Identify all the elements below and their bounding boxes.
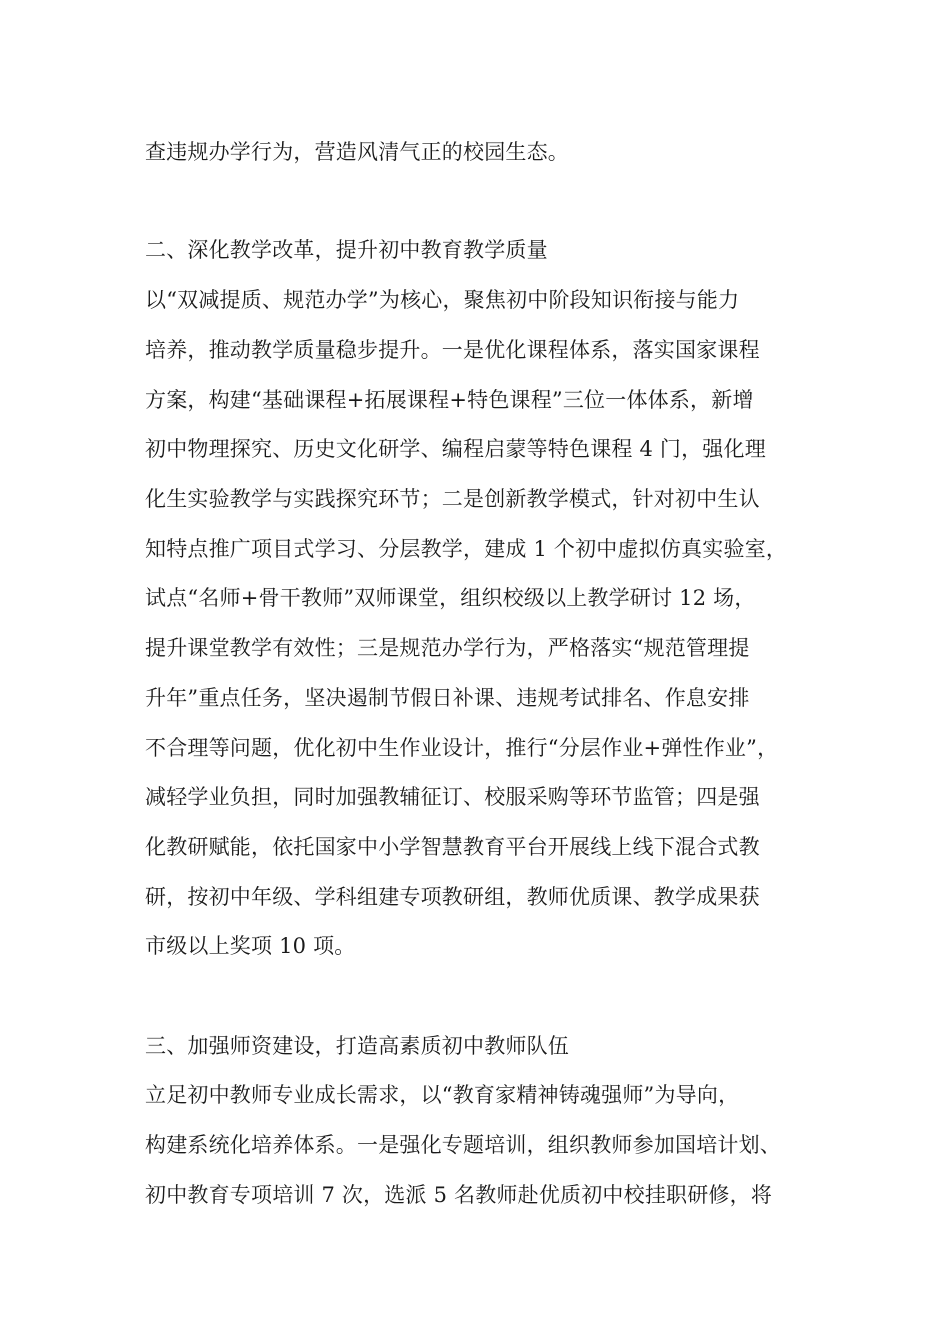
section2-line-12: 化教研赋能，依托国家中小学智慧教育平台开展线上线下混合式教 [145, 835, 760, 859]
section2-line-1: 以“双减提质、规范办学”为核心，聚焦初中阶段知识衔接与能力 [145, 288, 740, 312]
section2-line-5: 化生实验教学与实践探究环节；二是创新教学模式，针对初中生认 [145, 487, 760, 511]
section2-line-7: 试点“名师+骨干教师”双师课堂，组织校级以上教学研讨 12 场， [145, 586, 756, 610]
section2-line-3: 方案，构建“基础课程+拓展课程+特色课程”三位一体体系，新增 [145, 388, 754, 412]
section2-line-6: 知特点推广项目式学习、分层教学，建成 1 个初中虚拟仿真实验室， [145, 537, 788, 561]
section2-line-4: 初中物理探究、历史文化研学、编程启蒙等特色课程 4 门，强化理 [145, 437, 766, 461]
section3-line-3: 初中教育专项培训 7 次，选派 5 名教师赴优质初中校挂职研修，将 [145, 1183, 773, 1207]
section2-line-2: 培养，推动教学质量稳步提升。一是优化课程体系，落实国家课程 [145, 338, 760, 362]
section3-heading: 三、加强师资建设，打造高素质初中教师队伍 [145, 1034, 569, 1058]
section2-line-9: 升年”重点任务，坚决遏制节假日补课、违规考试排名、作息安排 [145, 686, 750, 710]
section3-line-2: 构建系统化培养体系。一是强化专题培训，组织教师参加国培计划、 [145, 1133, 781, 1157]
section2-line-10: 不合理等问题，优化初中生作业设计，推行“分层作业+弹性作业”， [145, 736, 779, 760]
section2-heading: 二、深化教学改革，提升初中教育教学质量 [145, 238, 548, 262]
section2-line-8: 提升课堂教学有效性；三是规范办学行为，严格落实“规范管理提 [145, 636, 750, 660]
intro-line: 查违规办学行为，营造风清气正的校园生态。 [145, 140, 569, 164]
section3-line-1: 立足初中教师专业成长需求，以“教育家精神铸魂强师”为导向， [145, 1083, 740, 1107]
section2-line-14: 市级以上奖项 10 项。 [145, 934, 356, 958]
section2-line-11: 减轻学业负担，同时加强教辅征订、校服采购等环节监管；四是强 [145, 785, 760, 809]
section2-line-13: 研，按初中年级、学科组建专项教研组，教师优质课、教学成果获 [145, 885, 760, 909]
